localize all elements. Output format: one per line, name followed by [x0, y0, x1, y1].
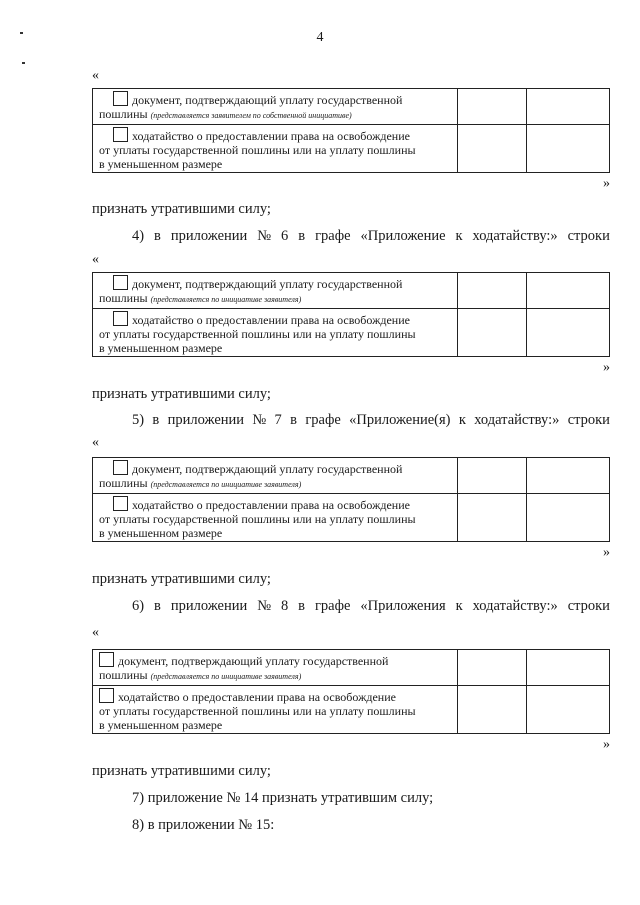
checkbox-icon: [113, 460, 128, 475]
table-cell-empty: [527, 650, 609, 685]
scan-speck: [22, 62, 25, 64]
table-cell-empty: [527, 494, 609, 541]
checkbox-icon: [99, 688, 114, 703]
table-row: [93, 686, 609, 733]
row-text: документ, подтверждающий уплату государственной: [132, 462, 403, 476]
row-text: ходатайство о предоставлении права на освобождение: [118, 690, 396, 704]
row-note: (представляется по инициативе заявителя): [150, 295, 302, 304]
row-text: ходатайство о предоставлении права на освобождение: [132, 129, 410, 143]
table-cell-empty: [458, 273, 527, 308]
table-cell-empty: [527, 309, 609, 356]
recognize-invalid-text: признать утратившими силу;: [92, 571, 271, 587]
row-text: пошлины: [99, 668, 148, 682]
document-table: [92, 649, 610, 734]
checkbox-icon: [99, 652, 114, 667]
close-quote: »: [603, 360, 610, 375]
document-table: [92, 88, 610, 173]
table-cell-text: [93, 89, 458, 124]
checkbox-icon: [113, 311, 128, 326]
row-text: ходатайство о предоставлении права на освобождение: [132, 498, 410, 512]
open-quote: «: [92, 625, 99, 640]
table-cell-text: [93, 650, 458, 685]
table-row: [93, 458, 609, 494]
checkbox-icon: [113, 91, 128, 106]
checkbox-icon: [113, 275, 128, 290]
table-cell-empty: [527, 273, 609, 308]
row-text: от уплаты государственной пошлины или на уплату пошлины: [99, 327, 416, 341]
checkbox-icon: [113, 127, 128, 142]
table-row: [93, 89, 609, 125]
item-5-text: 5) в приложении № 7 в графе «Приложение(я) к ходатайству:» строки: [132, 412, 610, 428]
item-4-text: 4) в приложении № 6 в графе «Приложение к ходатайству:» строки: [132, 228, 610, 244]
table-row: [93, 309, 609, 356]
table-cell-text: [93, 458, 458, 493]
row-text: ходатайство о предоставлении права на освобождение: [132, 313, 410, 327]
row-text: в уменьшенном размере: [99, 718, 223, 732]
table-row: [93, 494, 609, 541]
table-cell-text: [93, 125, 458, 172]
item-6-text: 6) в приложении № 8 в графе «Приложения к ходатайству:» строки: [132, 598, 610, 614]
table-cell-empty: [527, 458, 609, 493]
row-text: документ, подтверждающий уплату государственной: [132, 277, 403, 291]
close-quote: »: [603, 737, 610, 752]
scan-speck: [20, 32, 23, 34]
table-cell-text: [93, 686, 458, 733]
recognize-invalid-text: признать утратившими силу;: [92, 386, 271, 402]
table-cell-text: [93, 273, 458, 308]
row-text: пошлины: [99, 476, 148, 490]
table-row: [93, 273, 609, 309]
row-note: (представляется по инициативе заявителя): [150, 480, 302, 489]
table-cell-empty: [458, 89, 527, 124]
row-text: в уменьшенном размере: [99, 526, 223, 540]
table-row: [93, 125, 609, 172]
row-text: от уплаты государственной пошлины или на уплату пошлины: [99, 143, 416, 157]
checkbox-icon: [113, 496, 128, 511]
table-cell-empty: [458, 494, 527, 541]
item-8-text: 8) в приложении № 15:: [132, 817, 275, 833]
row-note: (представляется заявителем по собственной инициативе): [150, 111, 352, 120]
recognize-invalid-text: признать утратившими силу;: [92, 763, 271, 779]
item-7-text: 7) приложение № 14 признать утратившим силу;: [132, 790, 434, 806]
close-quote: »: [603, 176, 610, 191]
row-text: от уплаты государственной пошлины или на уплату пошлины: [99, 704, 416, 718]
recognize-invalid-text: признать утратившими силу;: [92, 201, 271, 217]
close-quote: »: [603, 545, 610, 560]
open-quote: «: [92, 68, 99, 83]
table-cell-empty: [527, 686, 609, 733]
row-text: пошлины: [99, 107, 148, 121]
document-table: [92, 457, 610, 542]
table-cell-empty: [527, 125, 609, 172]
table-cell-empty: [458, 309, 527, 356]
table-cell-empty: [458, 686, 527, 733]
table-cell-empty: [458, 458, 527, 493]
row-text: пошлины: [99, 291, 148, 305]
open-quote: «: [92, 435, 99, 450]
table-cell-empty: [527, 89, 609, 124]
table-cell-empty: [458, 650, 527, 685]
table-cell-empty: [458, 125, 527, 172]
row-text: документ, подтверждающий уплату государственной: [118, 654, 389, 668]
row-text: от уплаты государственной пошлины или на уплату пошлины: [99, 512, 416, 526]
document-table: [92, 272, 610, 357]
table-row: [93, 650, 609, 686]
row-note: (представляется по инициативе заявителя): [150, 672, 302, 681]
open-quote: «: [92, 252, 99, 267]
table-cell-text: [93, 309, 458, 356]
row-text: документ, подтверждающий уплату государственной: [132, 93, 403, 107]
row-text: в уменьшенном размере: [99, 341, 223, 355]
table-cell-text: [93, 494, 458, 541]
page-number: 4: [316, 30, 324, 45]
row-text: в уменьшенном размере: [99, 157, 223, 171]
